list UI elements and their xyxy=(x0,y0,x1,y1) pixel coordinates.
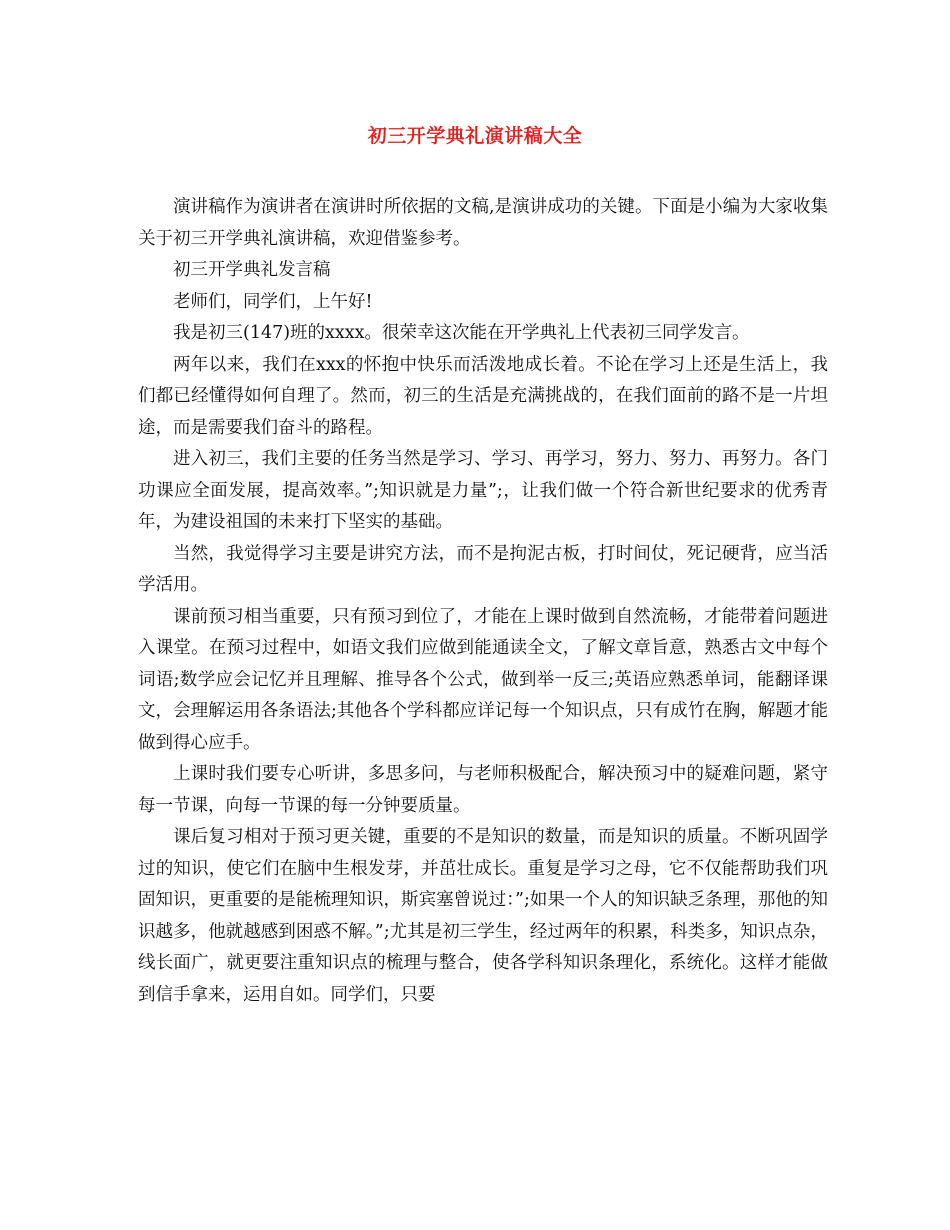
paragraph-study-method: 当然，我觉得学习主要是讲究方法，而不是拘泥古板，打时间仗，死记硬背，应当活学活用。 xyxy=(138,543,828,595)
paragraph-subtitle: 初三开学典礼发言稿 xyxy=(173,260,331,280)
paragraph-intro: 演讲稿作为演讲者在演讲时所依据的文稿,是演讲成功的关键。下面是小编为大家收集关于初三开学典礼演讲稿，欢迎借鉴参考。 xyxy=(138,197,828,249)
paragraph-main-task: 进入初三，我们主要的任务当然是学习、学习、再学习，努力、努力、再努力。各门功课应全面发展，提高效率。”;知识就是力量”;，让我们做一个符合新世纪要求的优秀青年，为建设祖国的未来打下坚实的基础。 xyxy=(138,449,828,532)
paragraph-two-years: 两年以来，我们在xxx的怀抱中快乐而活泼地成长着。不论在学习上还是生活上，我们都已经懂得如何自理了。然而，初三的生活是充满挑战的，在我们面前的路不是一片坦途，而是需要我们奋斗的路程。 xyxy=(138,354,828,438)
paragraph-preview: 课前预习相当重要，只有预习到位了，才能在上课时做到自然流畅，才能带着问题进入课堂。在预习过程中，如语文我们应做到能通读全文，了解文章旨意，熟悉古文中每个词语;数学应会记忆并且理解、推导各个公式，做到举一反三;英语应熟悉单词，能翻译课文，会理解运用各条语法;其他各个学科都应详记每一个知识点，只有成竹在胸，解题才能做到得心应手。 xyxy=(138,606,828,753)
document-body xyxy=(138,192,828,1011)
paragraph-greeting: 老师们，同学们，上午好! xyxy=(173,291,373,312)
paragraph-review: 课后复习相对于预习更关键，重要的不是知识的数量，而是知识的质量。不断巩固学过的知识，使它们在脑中生根发芽，并茁壮成长。重复是学习之母，它不仅能帮助我们巩固知识，更重要的是能梳理知识，斯宾塞曾说过：”;如果一个人的知识缺乏条理，那他的知识越多，他就越感到困惑不解。”;尤其是初三学生，经过两年的积累，科类多，知识点杂，线长面广，就更要注重知识点的梳理与整合，使各学科知识条理化，系统化。这样才能做到信手拿来，运用自如。同学们，只要 xyxy=(138,827,828,1005)
document-title: 初三开学典礼演讲稿大全 xyxy=(367,125,583,147)
paragraph-self-introduction: 我是初三(147)班的xxxx。很荣幸这次能在开学典礼上代表初三同学发言。 xyxy=(173,323,750,343)
paragraph-in-class: 上课时我们要专心听讲，多思多问，与老师积极配合，解决预习中的疑难问题，紧守每一节课，向每一节课的每一分钟要质量。 xyxy=(138,764,828,816)
